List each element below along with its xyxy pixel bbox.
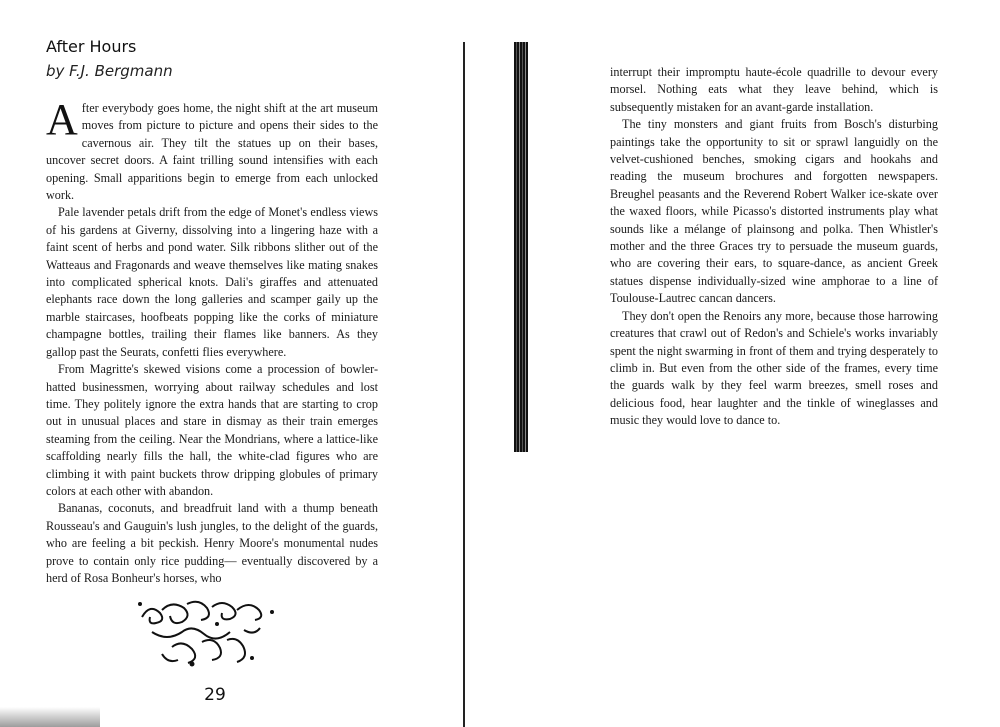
paragraph-3: From Magritte's skewed visions come a procession of bowler-hatted businessmen, worrying about railway schedules and lost time. They politely ignore the extra hands that are starting to crop out in unusual places and stare in dismay as their train emerges steaming from the ceiling. Near the Mondrians, where a lattice-like scaffolding nearly fills the hall, the white-clad figures who are climbing it with paint buckets throw dripping globules of primary colors at each other with abandon.: [46, 362, 378, 498]
paragraph-1: [46, 95, 378, 204]
paragraph-4: Bananas, coconuts, and breadfruit land with a thump beneath Rousseau's and Gauguin's lush jungles, to the delight of the guards, who are feeling a bit peckish. Henry Moore's monumental nudes prove to contain only rice pudding— eventually discovered by a herd of Rosa Bonheur's horses, who: [46, 501, 378, 585]
left-text-column: [46, 95, 378, 587]
story-byline: by F.J. Bergmann: [46, 62, 173, 80]
book-spine-shadow: [514, 42, 528, 452]
paragraph-2: Pale lavender petals drift from the edge of Monet's endless views of his gardens at Giverny, dissolving into a lingering haze with a faint scent of herbs and pond water. Silk ribbons slither out of the Watteaus and Fragonards and weave themselves like mating snakes into complicated spherical knots. Dali's giraffes and attenuated elephants race down the long galleries and scamper gaily up the marble staircases, hoofbeats popping like the corks of miniature champagne bottles, trailing their flames like banners. As they gallop past the Seurats, confetti flies everywhere.: [46, 205, 378, 359]
paragraph-5: interrupt their impromptu haute-école quadrille to devour every morsel. Nothing eats what they leave behind, which is subsequently mistaken for an avant-garde installation.: [610, 65, 938, 114]
paragraph-6: The tiny monsters and giant fruits from Bosch's disturbing paintings take the opportunity to sit or sprawl languidly on the velvet-cushioned benches, smoking cigars and hookahs and reading the museum brochures and forgotten newspapers. Breughel peasants and the Reverend Robert Walker ice-skate over the waxed floors, while Picasso's distorted instruments play what sounds like a mélange of plainsong and polka. Then Whistler's mother and the three Graces try to persuade the museum guards, who are covering their ears, to square-dance, as ancient Greek statues dispense individually-sized wine amphorae to a line of Toulouse-Lautrec cancan dancers.: [610, 117, 938, 306]
left-page: [0, 0, 470, 727]
decorative-ornament: [132, 592, 282, 672]
right-page: [470, 0, 1000, 727]
drop-cap: A: [46, 95, 78, 144]
scan-shadow: [0, 707, 100, 727]
right-text-column: [610, 64, 938, 430]
page-number: 29: [204, 685, 226, 705]
paragraph-7: They don't open the Renoirs any more, because those harrowing creatures that crawl out of Redon's and Schiele's works invariably spent the night swarming in front of them and trying desperately to climb in. But even from the other side of the frames, every time the guards walk by they feel warm breezes, smell roses and delicious food, hear laughter and the tinkle of wineglasses and music they would love to dance to.: [610, 308, 938, 428]
story-title: After Hours: [46, 37, 137, 56]
paragraph-1-text: fter everybody goes home, the night shift at the art museum moves from picture to picture and opens their sides to the cavernous air. They tilt the statues up on their bases, uncover secret doors. A faint trilling sound intensifies with each opening. Small apparitions begin to emerge from each unlocked work.: [46, 101, 378, 203]
gutter-line: [463, 42, 465, 727]
